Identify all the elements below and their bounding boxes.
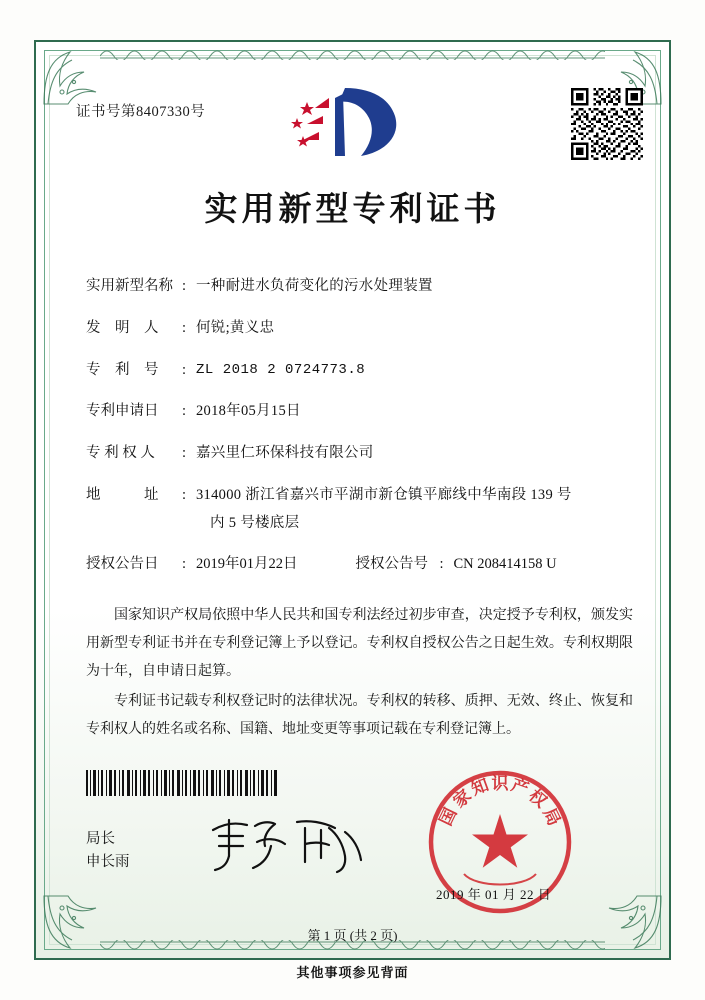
legal-text (86, 602, 633, 744)
field-colon: : (182, 319, 187, 336)
field-colon: : (182, 361, 187, 378)
certificate-content (64, 70, 641, 746)
director-block (86, 828, 130, 874)
seal-date: 2019 年 01 月 22 日 (436, 887, 552, 902)
field-value: 一种耐进水负荷变化的污水处理装置 (196, 278, 433, 294)
svg-text:识: 识 (491, 774, 509, 794)
field-value (196, 485, 641, 535)
field-label: 实用新型名称 (86, 278, 173, 294)
field-colon: : (182, 556, 187, 573)
grant-number-value: CN 208414158 U (453, 556, 557, 573)
field-value: 2018年05月15日 (196, 403, 301, 420)
fields-list (86, 276, 641, 576)
director-name: 申长雨 (86, 854, 130, 871)
handwritten-signature (205, 812, 375, 876)
svg-text:权: 权 (524, 785, 551, 813)
field-value-line1: 314000 浙江省嘉兴市平湖市新仓镇平廊线中华南段 139 号 (196, 486, 572, 503)
field-value-line2: 内 5 号楼底层 (210, 514, 300, 531)
page-number: 第 1 页 (共 2 页) (307, 928, 398, 943)
field-label: 专 利 号 (86, 361, 159, 378)
svg-text:家: 家 (449, 785, 476, 813)
field-grant (86, 554, 641, 576)
grant-date-value: 2019年01月22日 (196, 556, 298, 573)
corner-ornament-icon (40, 892, 102, 954)
grant-number-group (356, 554, 557, 576)
certificate-number: 证书号第8407330号 (76, 104, 206, 120)
legal-paragraph-2: 专利证书记载专利权登记时的法律状况。专利权的转移、质押、无效、终止、恢复和专利权人的姓名或名称、国籍、地址变更等事项记载在专利登记簿上。 (86, 694, 633, 737)
grant-number-label: 授权公告号 (355, 556, 428, 573)
footer-note: 其他事项参见背面 (296, 965, 409, 980)
field-patentee (86, 443, 641, 465)
field-colon: : (439, 556, 444, 573)
field-label: 发 明 人 (86, 319, 159, 336)
field-colon: : (182, 486, 187, 503)
svg-text:知: 知 (468, 775, 492, 800)
corner-ornament-icon (603, 892, 665, 954)
field-label: 专 利 权 人 (86, 445, 155, 461)
field-colon: : (182, 403, 187, 420)
field-label: 专利申请日 (86, 403, 159, 420)
field-value: ZL 2018 2 0724773.8 (196, 361, 366, 378)
svg-text:局: 局 (538, 804, 564, 830)
page-title: 实用新型专利证书 (204, 189, 501, 228)
grant-date-label: 授权公告日 (86, 556, 159, 573)
legal-paragraph-1: 国家知识产权局依照中华人民共和国专利法经过初步审查，决定授予专利权，颁发实用新型专利证书并在专利登记簿上予以登记。专利权自授权公告之日起生效。专利权期限为十年，自申请日起算。 (86, 608, 633, 679)
border-pattern-top (100, 44, 605, 60)
barcode (86, 770, 278, 796)
field-patent-number (86, 360, 641, 382)
field-address (86, 485, 641, 535)
field-colon: : (182, 278, 187, 294)
field-value: 嘉兴里仁环保科技有限公司 (196, 445, 374, 461)
svg-text:产: 产 (508, 775, 532, 800)
svg-text:国: 国 (436, 804, 462, 830)
director-label: 局长 (86, 831, 115, 847)
field-application-date (86, 401, 641, 423)
field-colon: : (182, 445, 187, 461)
field-value: 何锐;黄义忠 (196, 319, 275, 336)
field-invention-name (86, 276, 641, 298)
field-label: 地 址 (86, 486, 159, 503)
field-inventor (86, 318, 641, 340)
